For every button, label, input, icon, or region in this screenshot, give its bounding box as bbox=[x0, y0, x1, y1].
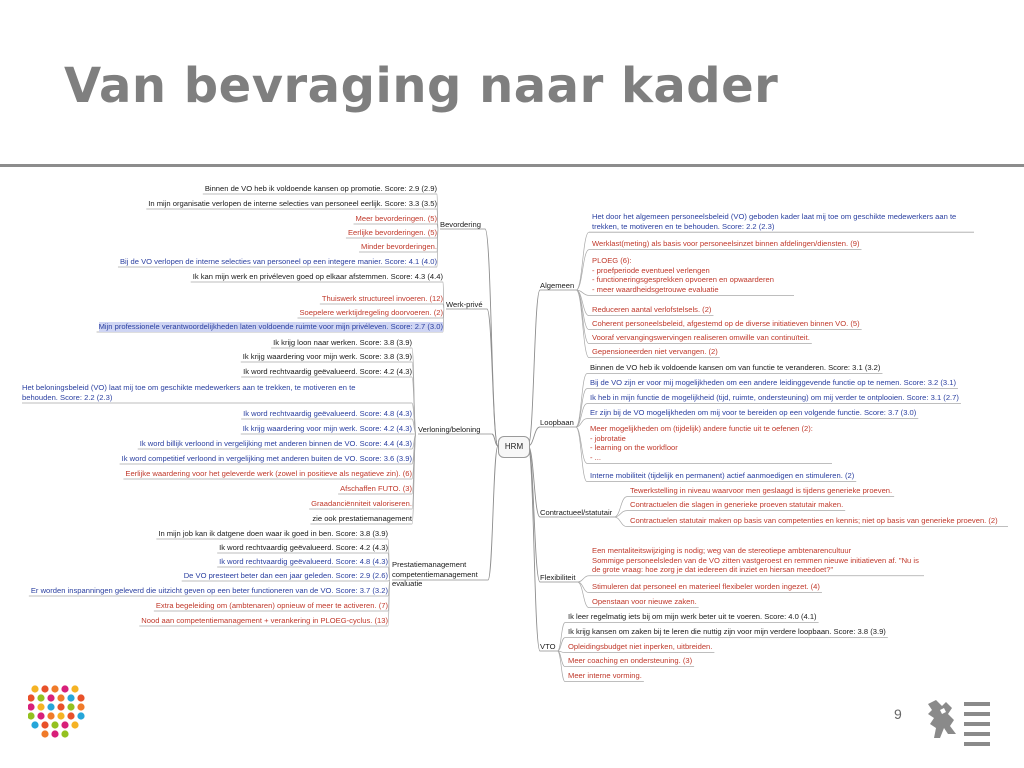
mindmap-leaf-node: zie ook prestatiemanagement bbox=[312, 514, 412, 523]
flemish-lion-logo-icon bbox=[922, 694, 994, 748]
mindmap-leaf-node: Meer mogelijkheden om (tijdelijk) andere functie uit te oefenen (2): - jobrotatie - learning on the workfloor - ... bbox=[590, 424, 813, 462]
mindmap-leaf-node: Ik word rechtvaardig geëvalueerd. Score: 4.2 (4.3) bbox=[243, 367, 412, 376]
logo-dots-icon bbox=[28, 684, 88, 740]
mindmap-leaf-node: Bij de VO verlopen de interne selecties van personeel op een integere manier. Score: 4.1 (4.0) bbox=[119, 257, 437, 266]
mindmap-leaf-node: Ik krijg loon naar werken. Score: 3.8 (3.9) bbox=[273, 338, 412, 347]
connector-line bbox=[576, 389, 587, 427]
mindmap-leaf-node: Ik word rechtvaardig geëvalueerd. Score: 4.2 (4.3) bbox=[219, 543, 388, 552]
mindmap-branch-label: VTO bbox=[540, 642, 556, 651]
mindmap-leaf-node: Ik word billijk verloond in vergelijking met anderen binnen de VO. Score: 4.4 (4.3) bbox=[139, 439, 412, 448]
mindmap-leaf-node: Stimuleren dat personeel en materieel flexibeler worden ingezet. (4) bbox=[592, 582, 820, 591]
mindmap-leaf-node: Ik word rechtvaardig geëvalueerd. Score: 4.8 (4.3) bbox=[219, 557, 388, 566]
mindmap-leaf-node: Extra begeleiding om (ambtenaren) opnieuw of meer te activeren. (7) bbox=[155, 601, 388, 610]
connector-line bbox=[576, 427, 587, 463]
mindmap-leaf-node: Ik kan mijn werk en privéleven goed op elkaar afstemmen. Score: 4.3 (4.4) bbox=[192, 272, 443, 281]
mindmap-leaf-node: Coherent personeelsbeleid, afgestemd op de diverse initiatieven binnen VO. (5) bbox=[592, 319, 860, 328]
mindmap-leaf-node: Afschaffen FUTO. (3) bbox=[340, 484, 412, 493]
mindmap-leaf-node: Mijn professionele verantwoordelijkheden laten voldoende ruimte voor mijn privéleven. Score: 2.7 (3.0) bbox=[98, 322, 443, 331]
mindmap-leaf-node: Binnen de VO heb ik voldoende kansen om van functie te veranderen. Score: 3.1 (3.2) bbox=[590, 363, 881, 372]
connector-line bbox=[577, 582, 589, 608]
connector-line bbox=[485, 229, 498, 446]
mindmap-leaf-node: Er worden inspanningen geleverd die uitzicht geven op een beter functioneren van de VO. Score: 3.7 (3.2) bbox=[30, 586, 388, 595]
mindmap-branch-label: Werk-privé bbox=[446, 300, 483, 309]
mindmap-leaf-node: Thuiswerk structureel invoeren. (12) bbox=[321, 294, 443, 303]
page-number: 9 bbox=[894, 706, 902, 722]
mindmap-leaf-node: Opleidingsbudget niet inperken, uitbreiden. bbox=[568, 642, 713, 651]
mindmap-leaf-node: Een mentaliteitswijziging is nodig; weg van de stereotiepe ambtenarencultuur Sommige personeelsleden van de VO zitten vastgeroest en remmen nieuwe initiatieven af. "Nu is de grote vraag: hoe zorg je dat iedereen dit inziet en hiersan meedoet?" bbox=[592, 546, 919, 575]
mindmap-branch-label: Algemeen bbox=[540, 281, 575, 290]
mindmap-leaf-node: Eerlijke bevorderingen. (5) bbox=[347, 228, 437, 237]
mindmap-leaf-node: Interne mobiliteit (tijdelijk en permanent) actief aanmoedigen en stimuleren. (2) bbox=[590, 471, 855, 480]
mindmap-leaf-node: Reduceren aantal verlofstelsels. (2) bbox=[592, 305, 712, 314]
connector-line bbox=[576, 290, 589, 358]
mindmap-branch-label: Flexibiliteit bbox=[540, 573, 576, 582]
mindmap-branch-label: Verloning/beloning bbox=[418, 425, 481, 434]
mindmap-leaf-node: Meer bevorderingen. (5) bbox=[355, 214, 437, 223]
mindmap-leaf-node: Meer interne vorming. bbox=[568, 671, 642, 680]
mindmap-leaf-node: Werklast(meting) als basis voor personeelsinzet binnen afdelingen/diensten. (9) bbox=[592, 239, 860, 248]
connector-line bbox=[528, 290, 540, 446]
mindmap-leaf-node: Het door het algemeen personeelsbeleid (VO) geboden kader laat mij toe om geschikte medewerkers aan te trekken, te motiveren en te behouden. Score: 2.2 (2.3) bbox=[592, 212, 957, 231]
mindmap-leaf-node: Ik krijg waardering voor mijn werk. Score: 3.8 (3.9) bbox=[242, 352, 412, 361]
connector-line bbox=[614, 517, 627, 527]
page-title: Van bevraging naar kader bbox=[64, 58, 779, 114]
mindmap-leaf-node: Ik heb in mijn functie de mogelijkheid (tijd, ruimte, ondersteuning) om mij verder te ontplooien. Score: 3.1 (2.7) bbox=[590, 393, 959, 402]
mindmap-leaf-node: Gepensioneerden niet vervangen. (2) bbox=[592, 347, 718, 356]
mindmap-leaf-node: PLOEG (6): - proefperiode eventueel verlengen - functioneringsgesprekken opvoeren en opwaarderen - meer waardheidsgetrouwe evaluatie bbox=[592, 256, 774, 294]
mindmap-leaf-node: Ik krijg kansen om zaken bij te leren die nuttig zijn voor mijn verdere loopbaan. Score: 3.8 (3.9) bbox=[568, 627, 886, 636]
mindmap-leaf-node: Ik leer regelmatig iets bij om mijn werk beter uit te voeren. Score: 4.0 (4.1) bbox=[568, 612, 817, 621]
mindmap-center-node: HRM bbox=[498, 436, 530, 458]
mindmap-leaf-node: In mijn organisatie verlopen de interne selecties van personeel eerlijk. Score: 3.3 (3.5) bbox=[148, 199, 437, 208]
mindmap-leaf-node: Eerlijke waardering voor het geleverde werk (zowel in positieve als negatieve zin). (6) bbox=[125, 469, 412, 478]
mindmap-leaf-node: Tewerkstelling in niveau waarvoor men geslaagd is tijdens generieke proeven. bbox=[630, 486, 893, 495]
mindmap-leaf-node: In mijn job kan ik datgene doen waar ik goed in ben. Score: 3.8 (3.9) bbox=[158, 529, 388, 538]
connector-line bbox=[443, 309, 444, 332]
mindmap-leaf-node: Graadanciënniteit valoriseren. bbox=[311, 499, 412, 508]
mindmap-leaf-node: Ik krijg waardering voor mijn werk. Score: 4.2 (4.3) bbox=[242, 424, 412, 433]
mindmap-leaf-node: Vooraf vervangingswervingen realiseren omwille van continuïteit. bbox=[592, 333, 810, 342]
connector-line bbox=[488, 446, 498, 580]
connector-line bbox=[557, 623, 565, 651]
mindmap-leaf-node: Contractuelen die slagen in generieke proeven statutair maken. bbox=[630, 500, 844, 509]
mindmap-leaf-node: Meer coaching en ondersteuning. (3) bbox=[568, 656, 693, 665]
mindmap-leaf-node: Minder bevorderingen. bbox=[361, 242, 437, 251]
mindmap-leaf-node: Contractuelen statutair maken op basis van competenties en kennis; niet op basis van generieke proeven. (2) bbox=[630, 516, 998, 525]
mindmap-leaf-node: Soepelere werktijdregeling doorvoeren. (2) bbox=[299, 308, 443, 317]
connector-line bbox=[576, 232, 589, 290]
mindmap-leaf-node: Er zijn bij de VO mogelijkheden om mij voor te bereiden op een volgende functie. Score: 3.7 (3.0) bbox=[590, 408, 917, 417]
mindmap-leaf-node: Openstaan voor nieuwe zaken. bbox=[592, 597, 697, 606]
mindmap-branch-label: Bevordering bbox=[440, 220, 481, 229]
mindmap-leaf-node: Ik word competitief verloond in vergelijking met anderen buiten de VO. Score: 3.6 (3.9) bbox=[121, 454, 412, 463]
mindmap-branch-label: Prestatiemanagement competentiemanagement evaluatie bbox=[392, 560, 478, 589]
mindmap-leaf-node: Bij de VO zijn er voor mij mogelijkheden om een andere leidinggevende functie op te nemen. Score: 3.2 (3.1) bbox=[590, 378, 956, 387]
mindmap-branch-label: Loopbaan bbox=[540, 418, 574, 427]
connector-line bbox=[576, 250, 589, 290]
mindmap-leaf-node: Het beloningsbeleid (VO) laat mij toe om geschikte medewerkers aan te trekken, te motiveren en te behouden. Score: 2.2 (2.3) bbox=[22, 383, 356, 402]
mindmap-leaf-node: Ik word rechtvaardig geëvalueerd. Score: 4.8 (4.3) bbox=[243, 409, 412, 418]
connector-line bbox=[576, 427, 587, 482]
mindmap-leaf-node: Binnen de VO heb ik voldoende kansen op promotie. Score: 2.9 (2.9) bbox=[204, 184, 437, 193]
mindmap-leaf-node: Nood aan competentiemanagement + verankering in PLOEG-cyclus. (13) bbox=[141, 616, 388, 625]
mindmap-leaf-node: De VO presteert beter dan een jaar geleden. Score: 2.9 (2.6) bbox=[183, 571, 388, 580]
connector-line bbox=[576, 290, 589, 344]
mindmap-branch-label: Contractueel/statutair bbox=[540, 508, 613, 517]
connector-line bbox=[487, 309, 498, 446]
connector-line bbox=[577, 576, 589, 582]
